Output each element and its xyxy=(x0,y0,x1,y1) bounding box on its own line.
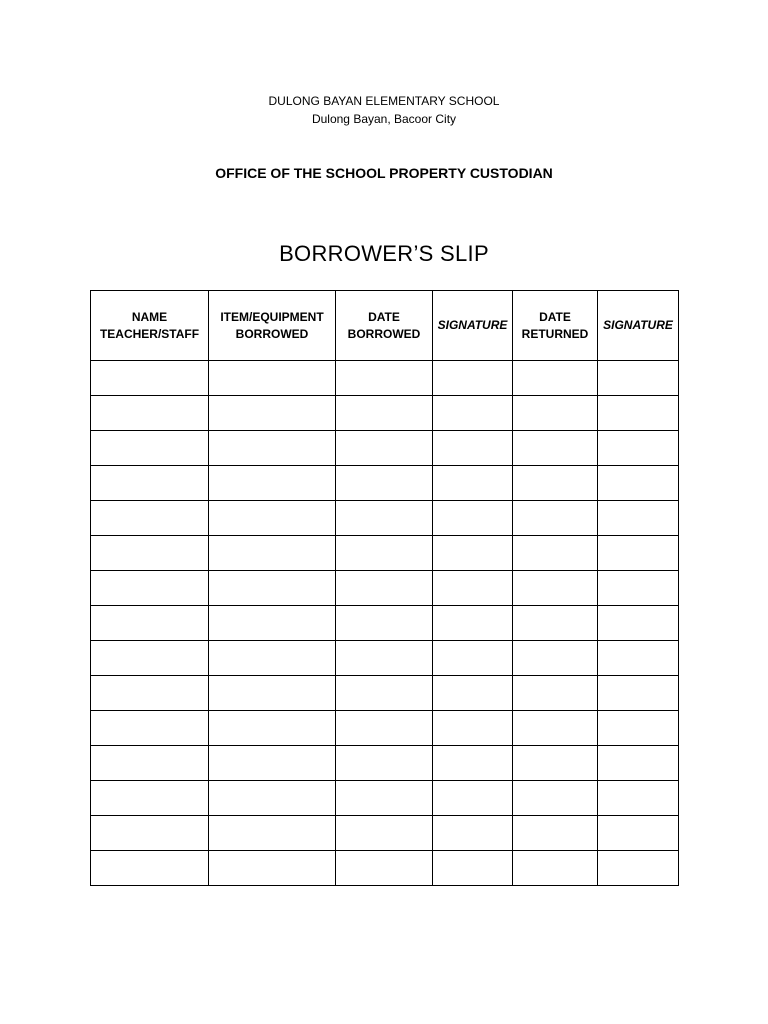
cell-item[interactable] xyxy=(209,606,336,641)
column-header-date-borrowed-line2: BORROWED xyxy=(347,326,421,341)
cell-signature-borrowed[interactable] xyxy=(433,746,513,781)
cell-signature-returned[interactable] xyxy=(598,571,679,606)
cell-date-borrowed[interactable] xyxy=(336,641,433,676)
column-header-name-line2: TEACHER/STAFF xyxy=(99,326,200,341)
cell-date-returned[interactable] xyxy=(513,851,598,886)
cell-signature-returned[interactable] xyxy=(598,641,679,676)
column-header-item xyxy=(209,291,336,361)
office-title: OFFICE OF THE SCHOOL PROPERTY CUSTODIAN xyxy=(215,165,553,181)
cell-signature-returned[interactable] xyxy=(598,816,679,851)
cell-name[interactable] xyxy=(91,606,209,641)
table-row xyxy=(91,571,679,606)
cell-date-returned[interactable] xyxy=(513,571,598,606)
school-address: Dulong Bayan, Bacoor City xyxy=(311,112,457,126)
cell-name[interactable] xyxy=(91,536,209,571)
cell-name[interactable] xyxy=(91,431,209,466)
cell-signature-borrowed[interactable] xyxy=(433,606,513,641)
cell-item[interactable] xyxy=(209,816,336,851)
cell-date-borrowed[interactable] xyxy=(336,606,433,641)
cell-name[interactable] xyxy=(91,571,209,606)
column-header-date-borrowed-line1: DATE xyxy=(368,309,400,324)
cell-item[interactable] xyxy=(209,781,336,816)
school-name: DULONG BAYAN ELEMENTARY SCHOOL xyxy=(268,94,500,108)
column-header-item-line2: BORROWED xyxy=(235,326,309,341)
cell-item[interactable] xyxy=(209,711,336,746)
cell-item[interactable] xyxy=(209,851,336,886)
cell-signature-returned[interactable] xyxy=(598,606,679,641)
column-header-name xyxy=(91,291,209,361)
cell-signature-returned[interactable] xyxy=(598,536,679,571)
cell-name[interactable] xyxy=(91,676,209,711)
column-header-date-returned-line1: DATE xyxy=(539,309,571,324)
column-header-date-returned xyxy=(513,291,598,361)
cell-signature-returned[interactable] xyxy=(598,676,679,711)
cell-signature-borrowed[interactable] xyxy=(433,536,513,571)
cell-date-returned[interactable] xyxy=(513,746,598,781)
table-row xyxy=(91,466,679,501)
cell-signature-returned[interactable] xyxy=(598,501,679,536)
cell-date-borrowed[interactable] xyxy=(336,676,433,711)
cell-date-borrowed[interactable] xyxy=(336,361,433,396)
cell-date-borrowed[interactable] xyxy=(336,571,433,606)
cell-signature-returned[interactable] xyxy=(598,361,679,396)
cell-name[interactable] xyxy=(91,361,209,396)
cell-date-returned[interactable] xyxy=(513,781,598,816)
table-row xyxy=(91,781,679,816)
cell-item[interactable] xyxy=(209,571,336,606)
cell-date-returned[interactable] xyxy=(513,466,598,501)
cell-item[interactable] xyxy=(209,676,336,711)
cell-date-borrowed[interactable] xyxy=(336,431,433,466)
cell-item[interactable] xyxy=(209,431,336,466)
cell-item[interactable] xyxy=(209,746,336,781)
cell-name[interactable] xyxy=(91,851,209,886)
column-header-signature-borrowed xyxy=(433,291,513,361)
cell-item[interactable] xyxy=(209,466,336,501)
cell-date-returned[interactable] xyxy=(513,396,598,431)
cell-date-borrowed[interactable] xyxy=(336,746,433,781)
cell-name[interactable] xyxy=(91,816,209,851)
column-header-item-line1: ITEM/EQUIPMENT xyxy=(220,309,324,324)
column-header-name-line1: NAME xyxy=(131,309,168,324)
cell-signature-borrowed[interactable] xyxy=(433,676,513,711)
cell-name[interactable] xyxy=(91,711,209,746)
cell-signature-borrowed[interactable] xyxy=(433,851,513,886)
cell-item[interactable] xyxy=(209,396,336,431)
cell-name[interactable] xyxy=(91,396,209,431)
table-row xyxy=(91,711,679,746)
cell-name[interactable] xyxy=(91,501,209,536)
cell-signature-returned[interactable] xyxy=(598,466,679,501)
cell-signature-borrowed[interactable] xyxy=(433,466,513,501)
table-header-row xyxy=(91,291,679,361)
cell-name[interactable] xyxy=(91,466,209,501)
cell-date-returned[interactable] xyxy=(513,501,598,536)
column-header-date-returned-line2: RETURNED xyxy=(521,326,589,341)
table-row xyxy=(91,641,679,676)
cell-date-borrowed[interactable] xyxy=(336,816,433,851)
cell-date-returned[interactable] xyxy=(513,676,598,711)
table-row xyxy=(91,431,679,466)
cell-date-returned[interactable] xyxy=(513,361,598,396)
table-row xyxy=(91,676,679,711)
table-row xyxy=(91,501,679,536)
table-body xyxy=(91,361,679,886)
cell-signature-borrowed[interactable] xyxy=(433,396,513,431)
cell-date-returned[interactable] xyxy=(513,431,598,466)
cell-date-borrowed[interactable] xyxy=(336,851,433,886)
cell-signature-borrowed[interactable] xyxy=(433,711,513,746)
cell-date-returned[interactable] xyxy=(513,536,598,571)
cell-date-returned[interactable] xyxy=(513,641,598,676)
cell-signature-returned[interactable] xyxy=(598,781,679,816)
cell-signature-returned[interactable] xyxy=(598,711,679,746)
cell-signature-returned[interactable] xyxy=(598,746,679,781)
slip-title: BORROWER’S SLIP xyxy=(279,241,489,266)
cell-signature-borrowed[interactable] xyxy=(433,781,513,816)
cell-date-borrowed[interactable] xyxy=(336,396,433,431)
cell-name[interactable] xyxy=(91,641,209,676)
table-row xyxy=(91,851,679,886)
cell-signature-borrowed[interactable] xyxy=(433,816,513,851)
cell-date-returned[interactable] xyxy=(513,711,598,746)
cell-signature-returned[interactable] xyxy=(598,396,679,431)
cell-date-returned[interactable] xyxy=(513,606,598,641)
cell-signature-borrowed[interactable] xyxy=(433,361,513,396)
table-row xyxy=(91,396,679,431)
cell-signature-returned[interactable] xyxy=(598,431,679,466)
cell-date-borrowed[interactable] xyxy=(336,466,433,501)
table-row xyxy=(91,361,679,396)
table-row xyxy=(91,746,679,781)
cell-date-returned[interactable] xyxy=(513,816,598,851)
cell-name[interactable] xyxy=(91,746,209,781)
cell-date-borrowed[interactable] xyxy=(336,501,433,536)
table-row xyxy=(91,606,679,641)
column-header-signature-returned xyxy=(598,291,679,361)
column-header-signature-borrowed-label: SIGNATURE xyxy=(437,318,508,332)
cell-signature-borrowed[interactable] xyxy=(433,501,513,536)
cell-date-borrowed[interactable] xyxy=(336,711,433,746)
cell-signature-borrowed[interactable] xyxy=(433,571,513,606)
cell-signature-borrowed[interactable] xyxy=(433,641,513,676)
borrowers-table xyxy=(90,290,679,886)
cell-item[interactable] xyxy=(209,501,336,536)
cell-signature-borrowed[interactable] xyxy=(433,431,513,466)
cell-name[interactable] xyxy=(91,781,209,816)
cell-item[interactable] xyxy=(209,361,336,396)
table-row xyxy=(91,536,679,571)
cell-date-borrowed[interactable] xyxy=(336,781,433,816)
column-header-signature-returned-label: SIGNATURE xyxy=(603,318,673,332)
cell-item[interactable] xyxy=(209,641,336,676)
table-row xyxy=(91,816,679,851)
cell-signature-returned[interactable] xyxy=(598,851,679,886)
cell-item[interactable] xyxy=(209,536,336,571)
cell-date-borrowed[interactable] xyxy=(336,536,433,571)
column-header-date-borrowed xyxy=(336,291,433,361)
